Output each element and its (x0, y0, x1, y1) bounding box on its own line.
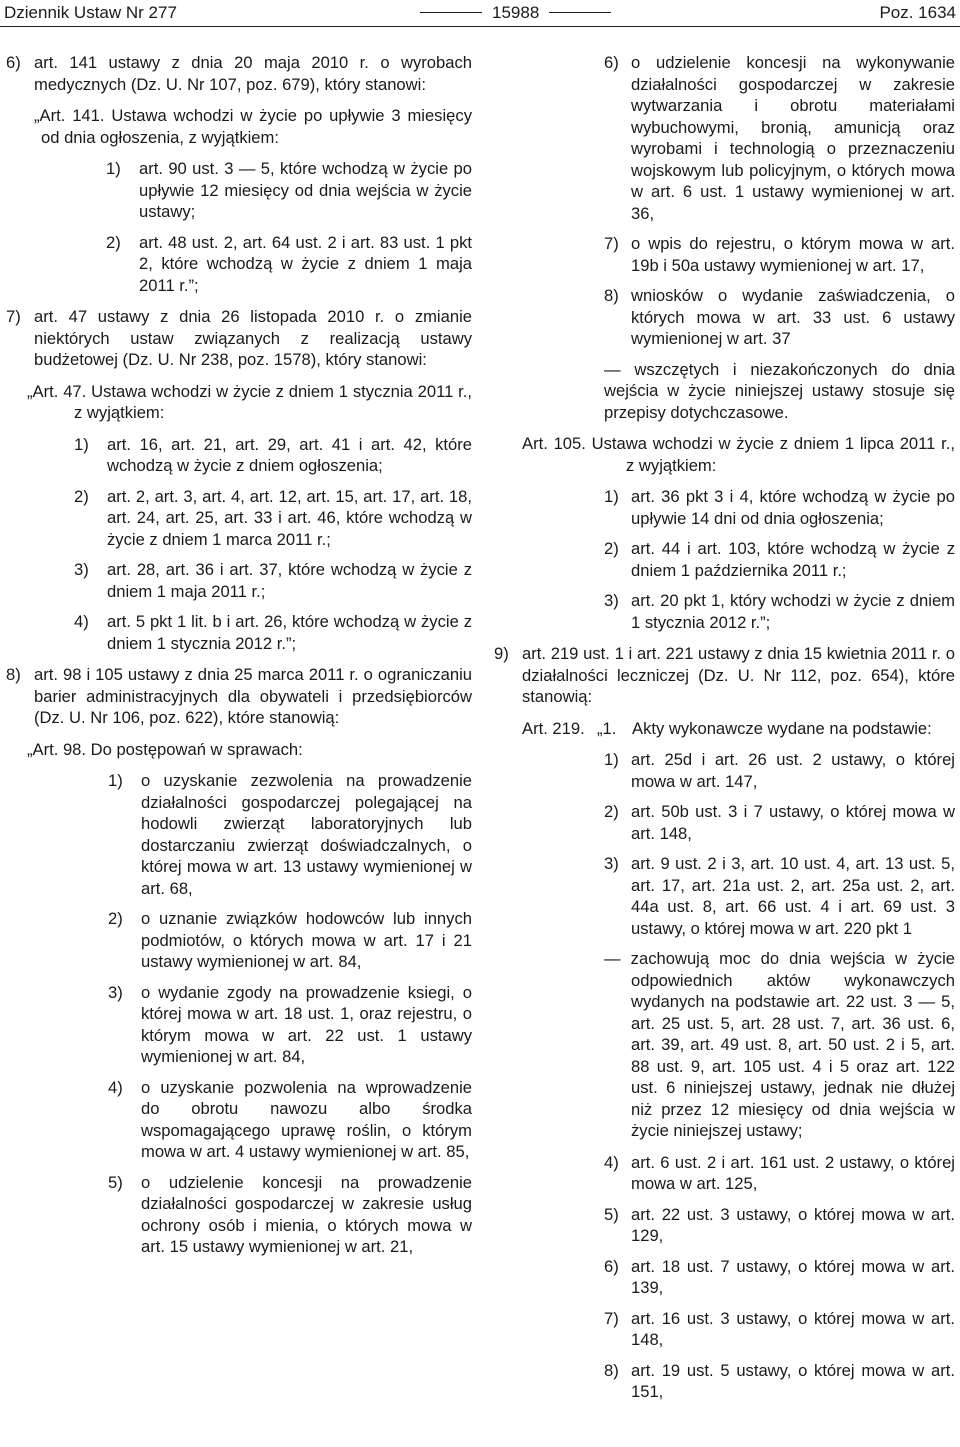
item-number: 6) (6, 53, 21, 72)
article-219-paragraph (522, 718, 955, 740)
list-item-number: 3) (74, 560, 89, 579)
list-item-number: 2) (108, 909, 123, 928)
list-item (604, 52, 955, 224)
list-item-text: art. 48 ust. 2, art. 64 ust. 2 i art. 83 ust. 1 pkt 2, które wchodzą w życie z dniem 1 maja 2011 r.”; (139, 232, 472, 295)
list-item-text: art. 20 pkt 1, który wchodzi w życie z dniem 1 stycznia 2012 r.”; (631, 591, 955, 632)
list-item-number: 4) (74, 612, 89, 631)
list-item (604, 486, 955, 529)
list-item (604, 749, 955, 792)
list-item (108, 908, 472, 973)
list-item-text: art. 16 ust. 3 ustawy, o której mowa w art. 148, (631, 1308, 955, 1349)
list-item-number: 8) (604, 1360, 619, 1380)
list-item (108, 770, 472, 899)
exception-list (500, 486, 955, 633)
list-item (604, 1256, 955, 1299)
list-item (604, 590, 955, 633)
journal-title: Dziennik Ustaw Nr 277 (4, 3, 177, 22)
item-text: art. 98 i 105 ustawy z dnia 25 marca 2011 r. o ograniczaniu barier administracyjnych dla obywateli i przedsiębiorców (Dz. U. Nr 106, poz. 622), które stanowią: (34, 665, 472, 727)
list-item-text: art. 44 i art. 103, które wchodzą w życie z dniem 1 października 2011 r.; (631, 539, 955, 580)
article-label: Art. 219. (522, 718, 585, 738)
page-header (0, 0, 960, 27)
list-item-number: 1) (106, 159, 121, 178)
list-item-number: 3) (108, 982, 123, 1002)
item-number: 9) (494, 644, 509, 663)
list-item-number: 1) (604, 750, 619, 769)
list-item-text: art. 22 ust. 3 ustawy, o której mowa w art. 129, (631, 1204, 955, 1245)
list-item-text: wniosków o wydanie zaświadczenia, o których mowa w art. 33 ust. 6 ustawy wymienionej w art. 37 (631, 286, 955, 348)
list-item (604, 801, 955, 844)
item-number: 8) (6, 665, 21, 684)
exception-list (6, 434, 472, 655)
list-item-text: art. 9 ust. 2 i 3, art. 10 ust. 4, art. 13 ust. 5, art. 17, art. 21a ust. 2, art. 25a ust. 2, art. 44a ust. 8, art. 66 ust. 4 i art. 69 ust. 3 ustawy, o której mowa w art. 220 pkt 1 (631, 854, 955, 938)
list-item-number: 5) (604, 1204, 619, 1224)
article-quote: „Art. 47. Ustawa wchodzi w życie z dniem 1 stycznia 2011 r., z wyjątkiem: (27, 381, 472, 422)
list-item-number: 2) (74, 486, 89, 506)
article-quote: „Art. 141. Ustawa wchodzi w życie po upływie 3 miesięcy od dnia ogłoszenia, z wyjątkiem: (34, 106, 472, 147)
list-item-text: art. 19 ust. 5 ustawy, o której mowa w art. 151, (631, 1360, 955, 1401)
list-item (74, 559, 472, 602)
list-item (74, 486, 472, 551)
list-item (106, 158, 472, 223)
list-item-text: art. 6 ust. 2 i art. 161 ust. 2 ustawy, o której mowa w art. 125, (631, 1152, 955, 1193)
list-item-number: 1) (108, 771, 123, 790)
article-quote: „Art. 98. Do postępowań w sprawach: (27, 739, 303, 759)
list-item-number: 8) (604, 286, 619, 305)
acts-list-continued (500, 1152, 955, 1403)
list-item-number: 3) (604, 591, 619, 610)
list-item-number: 2) (106, 232, 121, 252)
list-item-text: art. 2, art. 3, art. 4, art. 12, art. 15, art. 17, art. 18, art. 24, art. 25, art. 33 i art. 46, które wchodzą w życie z dniem 1 marca 2011 r.; (107, 486, 472, 549)
list-item-number: 2) (604, 802, 619, 821)
list-item-text: art. 25d i art. 26 ust. 2 ustawy, o której mowa w art. 147, (631, 750, 955, 791)
list-item (74, 434, 472, 477)
list-item-text: o uzyskanie pozwolenia na wprowadzenie do obrotu nawozu albo środka wspomagającego uprawę roślin, o którym mowa w art. 4 ustawy wymienionej w art. 85, (141, 1077, 472, 1161)
list-item-text: o uznanie związków hodowców lub innych podmiotów, o których mowa w art. 17 i 21 ustawy wymienionej w art. 84, (141, 909, 472, 971)
list-item-text: art. 16, art. 21, art. 29, art. 41 i art. 42, które wchodzą w życie z dniem ogłoszenia; (107, 434, 472, 475)
list-item-text: art. 18 ust. 7 ustawy, o której mowa w art. 139, (631, 1256, 955, 1297)
list-item-text: art. 28, art. 36 i art. 37, które wchodzą w życie z dniem 1 maja 2011 r.; (107, 560, 472, 601)
right-column (494, 52, 955, 1412)
list-item (604, 233, 955, 276)
procedure-list (6, 770, 472, 1258)
list-item-number: 2) (604, 539, 619, 558)
item-6 (6, 52, 472, 95)
list-item-number: 3) (604, 854, 619, 873)
list-item-number: 6) (604, 53, 619, 72)
list-item-text: o udzielenie koncesji na wykonywanie działalności gospodarczej w zakresie wytwarzania i obrotu materiałami wybuchowymi, bronią, amunicją oraz wyrobami i technologią o przeznaczeniu wojskowym lub policyjnym, o których mowa w art. 6 ust. 1 ustawy wymienionej w art. 36, (631, 53, 955, 223)
item-number: 7) (6, 307, 21, 326)
page-number-block (420, 2, 611, 24)
item-text: art. 47 ustawy z dnia 26 listopada 2010 r. o zmianie niektórych ustaw związanych z realizacją ustawy budżetowej (Dz. U. Nr 238, poz. 1578), który stanowi: (34, 307, 472, 369)
list-item (604, 1152, 955, 1195)
list-item-text: o udzielenie koncesji na prowadzenie działalności gospodarczej w zakresie usług ochrony osób i mienia, o których mowa w art. 15 ustawy wymienionej w art. 21, (141, 1172, 472, 1256)
position-number: Poz. 1634 (879, 3, 956, 22)
dash-right (549, 12, 611, 13)
item-9 (494, 643, 955, 708)
paragraph-number: „1. (597, 718, 617, 738)
list-item (604, 853, 955, 939)
page-number: 15988 (492, 3, 540, 22)
list-item-number: 1) (74, 434, 89, 454)
dash-left (420, 12, 482, 13)
list-item (106, 232, 472, 297)
left-column (6, 52, 472, 1267)
item-7 (6, 306, 472, 371)
list-item (604, 538, 955, 581)
procedure-list-continued (500, 52, 955, 350)
list-item (108, 1172, 472, 1258)
list-item-number: 5) (108, 1172, 123, 1192)
list-item-number: 4) (108, 1077, 123, 1097)
article-quote: Art. 105. Ustawa wchodzi w życie z dniem 1 lipca 2011 r., z wyjątkiem: (522, 434, 955, 475)
paragraph-text: Akty wykonawcze wydane na podstawie: (632, 718, 932, 738)
transitional-clause: — wszczętych i niezakończonych do dnia wejścia w życie niniejszej ustawy stosuje się przepisy dotychczasowe. (604, 359, 955, 422)
list-item-text: art. 90 ust. 3 — 5, które wchodzą w życie po upływie 12 miesięcy od dnia wejścia w życie ustawy; (139, 159, 472, 221)
list-item-text: art. 50b ust. 3 i 7 ustawy, o której mowa w art. 148, (631, 802, 955, 843)
list-item (604, 1308, 955, 1351)
exception-list (6, 158, 472, 296)
list-item (108, 982, 472, 1068)
list-item-text: art. 5 pkt 1 lit. b i art. 26, które wchodzą w życie z dniem 1 stycznia 2012 r.”; (107, 612, 472, 653)
list-item (74, 611, 472, 654)
list-item-number: 7) (604, 234, 619, 253)
list-item (604, 285, 955, 350)
list-item (108, 1077, 472, 1163)
list-item-number: 7) (604, 1308, 619, 1328)
transitional-clause: — zachowują moc do dnia wejścia w życie odpowiednich aktów wykonawczych wydanych na podstawie art. 22 ust. 3 — 5, art. 25 ust. 5, art. 28 ust. 7, art. 36 ust. 6, art. 39, art. 49 ust. 8, art. 50 ust. 2 i 5, art. 88 ust. 9, art. 105 ust. 4 i 5 oraz art. 122 ust. 6 niniejszej ustawy, jednak nie dłużej niż przez 12 miesięcy od dnia wejścia w życie niniejszej ustawy; (604, 949, 955, 1140)
item-text: art. 141 ustawy z dnia 20 maja 2010 r. o wyrobach medycznych (Dz. U. Nr 107, poz. 679), który stanowi: (34, 53, 472, 94)
list-item-text: art. 36 pkt 3 i 4, które wchodzą w życie po upływie 14 dni od dnia ogłoszenia; (631, 487, 955, 528)
list-item (604, 1360, 955, 1403)
list-item-number: 1) (604, 487, 619, 506)
list-item-text: o wpis do rejestru, o którym mowa w art. 19b i 50a ustawy wymienionej w art. 17, (631, 234, 955, 275)
list-item-text: o wydanie zgody na prowadzenie ksiegi, o której mowa w art. 18 ust. 1, oraz rejestru, o którym mowa w art. 22 ust. 1 ustawy wymienionej w art. 84, (141, 982, 472, 1066)
list-item-number: 4) (604, 1152, 619, 1172)
item-8 (6, 664, 472, 729)
list-item-number: 6) (604, 1256, 619, 1276)
list-item (604, 1204, 955, 1247)
item-text: art. 219 ust. 1 i art. 221 ustawy z dnia 15 kwietnia 2011 r. o działalności leczniczej (Dz. U. Nr 112, poz. 654), które stanowią: (522, 644, 955, 706)
list-item-text: o uzyskanie zezwolenia na prowadzenie działalności gospodarczej polegającej na hodowli zwierząt laboratoryjnych lub dostarczaniu zwierząt doświadczalnych, o której mowa w art. 13 ustawy wymienionej w art. 68, (141, 771, 472, 898)
acts-list (500, 749, 955, 939)
